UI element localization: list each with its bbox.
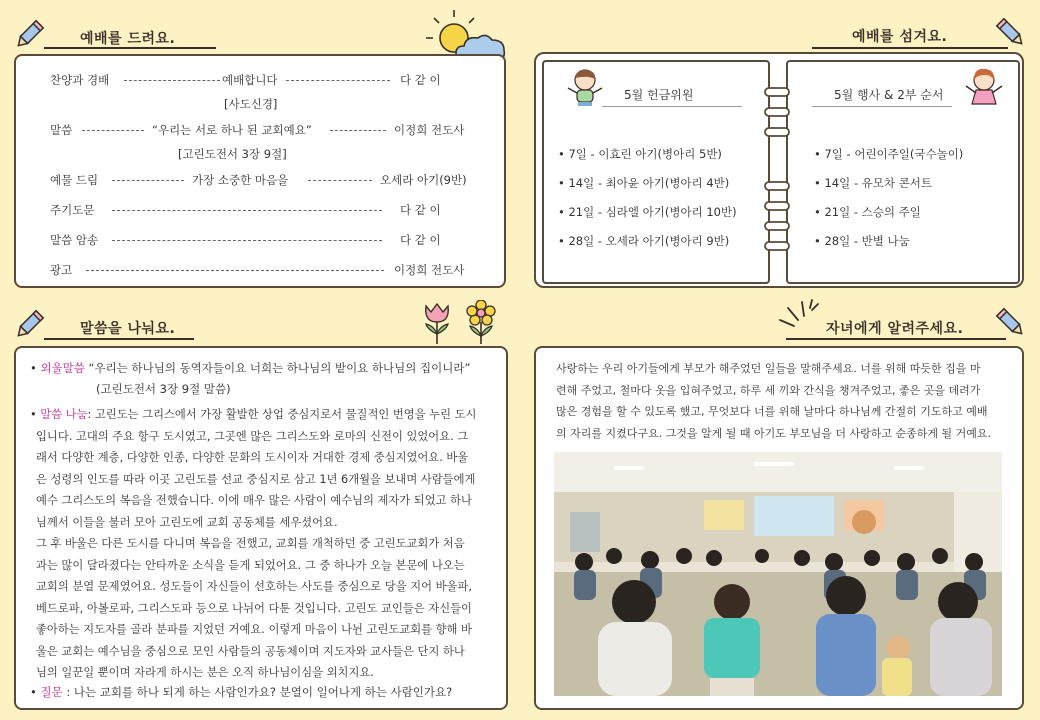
- worship-photo: [554, 452, 1002, 696]
- question-row: • 질문 : 나는 교회를 하나 되게 하는 사람인가요? 분열이 일어나게 하는 사람인가요?: [30, 685, 453, 699]
- verse-row: • 외울말씀 “우리는 하나님의 동역자들이요 너희는 하나님의 밭이요 하나님의 집이니라”: [30, 361, 471, 375]
- event-title-line: [812, 106, 952, 107]
- tell-card: [534, 346, 1024, 710]
- list-item: • 21일 - 스승의 주일: [814, 205, 921, 219]
- worship-card: [14, 54, 506, 288]
- pencil-icon: [12, 308, 46, 342]
- list-item: • 14일 - 최아윤 아기(병아리 4반): [558, 176, 730, 190]
- dash-line: [82, 130, 144, 131]
- sparkle-lines-icon: [776, 294, 826, 334]
- child-icon: [564, 66, 606, 108]
- sharing-label: 말씀 나눔: [40, 408, 88, 421]
- serve-heading: 예배를 섬겨요.: [852, 29, 948, 45]
- sharing-line: 예수 그리스도의 복음을 전했습니다. 이에 매우 많은 사람이 예수님의 제자가 되었고 하나: [36, 494, 472, 507]
- sharing-line: 좋아하는 지도자를 골라 분파를 지었던 거예요. 이렇게 마음이 나뉜 고린도교회를 향해 바: [36, 623, 472, 636]
- sharing-line: 울은 교회는 예수님을 중심으로 모인 사람들의 공동체이며 지도자와 교사들은 단지 하나: [36, 644, 465, 658]
- order-content: “우리는 서로 하나 된 교회예요”: [152, 123, 312, 137]
- order-content: 예배합니다: [222, 73, 278, 87]
- list-item: • 28일 - 반별 나눔: [814, 234, 910, 248]
- order-label: 말씀: [50, 123, 73, 137]
- sharing-line: 그 후 바울은 다른 도시를 다니며 복음을 전했고, 교회를 개척하던 중 고린도교회가 처음: [36, 537, 465, 550]
- offering-title: 5월 헌금위원: [624, 88, 694, 102]
- dash-line: [286, 80, 390, 81]
- order-subtext: [사도신경]: [224, 97, 278, 111]
- order-leader: 다 같 이: [400, 73, 441, 87]
- share-heading-underline: [44, 338, 194, 340]
- dash-line: [112, 180, 184, 181]
- sharing-line: 래서 다양한 계층, 다양한 인종, 다양한 문화의 도시이자 거대한 경제 중심지였어요. 바울: [36, 451, 469, 464]
- sharing-line: 교회의 분열 문제였어요. 성도들이 자신들이 선호하는 사도를 중심으로 당을 지어 바울파,: [36, 580, 472, 593]
- child-icon: [962, 66, 1006, 110]
- tell-heading-underline: [786, 338, 1006, 340]
- order-label: 주기도문: [50, 203, 95, 217]
- share-card: [14, 346, 508, 710]
- share-heading: 말씀을 나눠요.: [80, 321, 176, 337]
- order-leader: 이정희 전도사: [394, 123, 465, 137]
- serve-notebook: [534, 52, 1024, 288]
- tulip-icon: [420, 300, 454, 346]
- pencil-icon: [12, 18, 46, 52]
- binder-rings: [762, 84, 792, 264]
- order-leader: 다 같 이: [400, 233, 441, 247]
- offering-title-line: [602, 106, 742, 107]
- list-item: • 14일 - 유모차 콘서트: [814, 176, 932, 190]
- verse-ref: (고린도전서 3장 9절 말씀): [96, 382, 231, 396]
- dash-line: [112, 210, 382, 211]
- pencil-icon: [994, 16, 1028, 50]
- dash-line: [86, 270, 384, 271]
- tell-line: 의 자리를 지켰다구요. 그것을 알게 될 때 아기도 부모님을 더 사랑하고 순종하게 될 거예요.: [556, 426, 991, 440]
- tell-line: 련해 주었고, 철마다 옷을 입혀주었고, 하루 세 끼와 간식을 챙겨주었고, 좋은 곳을 데려가: [556, 383, 981, 397]
- order-leader: 오세라 아기(9반): [380, 173, 467, 187]
- worship-heading-underline: [44, 47, 216, 49]
- order-label: 말씀 암송: [50, 233, 99, 247]
- sharing-line: 님께서 이들을 불러 모아 고린도에 교회 공동체를 세우셨어요.: [36, 515, 338, 529]
- event-title: 5월 행사 & 2부 순서: [834, 88, 944, 102]
- list-item: • 21일 - 심라엘 아기(병아리 10반): [558, 205, 737, 219]
- list-item: • 7일 - 이효린 아기(병아리 5반): [558, 147, 722, 161]
- dash-line: [308, 180, 372, 181]
- order-content: 가장 소중한 마음을: [192, 173, 289, 187]
- list-item: • 7일 - 어린이주일(국수놀이): [814, 147, 964, 161]
- list-item: • 28일 - 오세라 아기(병아리 9반): [558, 234, 730, 248]
- question-label: 질문: [40, 685, 63, 699]
- question-text: : 나는 교회를 하나 되게 하는 사람인가요? 분열이 일어나게 하는 사람인가요?: [66, 685, 453, 699]
- order-leader: 이정희 전도사: [394, 263, 465, 277]
- order-leader: 다 같 이: [400, 203, 441, 217]
- dash-line: [124, 80, 220, 81]
- dash-line: [330, 130, 386, 131]
- tell-line: 사랑하는 우리 아기들에게 부모가 해주었던 일들을 말해주세요. 너를 위해 따듯한 집을 마: [556, 362, 981, 375]
- sharing-line: 베드로파, 아볼로파, 그리스도파 등으로 나뉘어 다툰 것입니다. 고린도 교인들은 자신들이: [36, 601, 472, 615]
- dash-line: [112, 240, 382, 241]
- order-label: 광고: [50, 263, 73, 277]
- sharing-line: 은 성령의 인도를 따라 이곳 고린도를 선교 중심지로 삼고 1년 6개월을 보내며 사람들에게: [36, 472, 476, 486]
- order-label: 예물 드림: [50, 173, 99, 187]
- sharing-line: 입니다. 고대의 주요 항구 도시였고, 그곳엔 많은 그리스도와 로마의 신전이 있었어요. 그: [36, 429, 469, 443]
- tell-line: 많은 경험을 할 수 있도록 했고, 무엇보다 너를 위해 날마다 하나님께 간절히 기도하고 예배: [556, 405, 988, 418]
- sharing-paragraph: [30, 404, 500, 684]
- sharing-line: 과는 많이 달라졌다는 안타까운 소식을 듣게 되었어요. 그 중 하나가 오늘 본문에 나오는: [36, 558, 465, 572]
- tell-heading: 자녀에게 알려주세요.: [826, 321, 964, 337]
- tell-paragraph: [556, 358, 1012, 444]
- verse-label: 외울말씀: [40, 361, 85, 375]
- order-subtext: [고린도전서 3장 9절]: [178, 147, 287, 161]
- flower-icon: [464, 300, 498, 346]
- order-label: 찬양과 경배: [50, 73, 110, 87]
- sharing-line: • 말씀 나눔: 고린도는 그리스에서 가장 활발한 상업 중심지로서 물질적인 번영을 누린 도시: [30, 408, 477, 421]
- sharing-line: 님의 일꾼일 뿐이며 자라게 하시는 분은 오직 하나님이심을 외치지요.: [36, 666, 374, 679]
- worship-heading: 예배를 드려요.: [80, 31, 176, 47]
- serve-heading-underline: [812, 47, 1008, 49]
- verse-text: “우리는 하나님의 동역자들이요 너희는 하나님의 밭이요 하나님의 집이니라”: [88, 361, 471, 375]
- pencil-icon: [994, 306, 1028, 340]
